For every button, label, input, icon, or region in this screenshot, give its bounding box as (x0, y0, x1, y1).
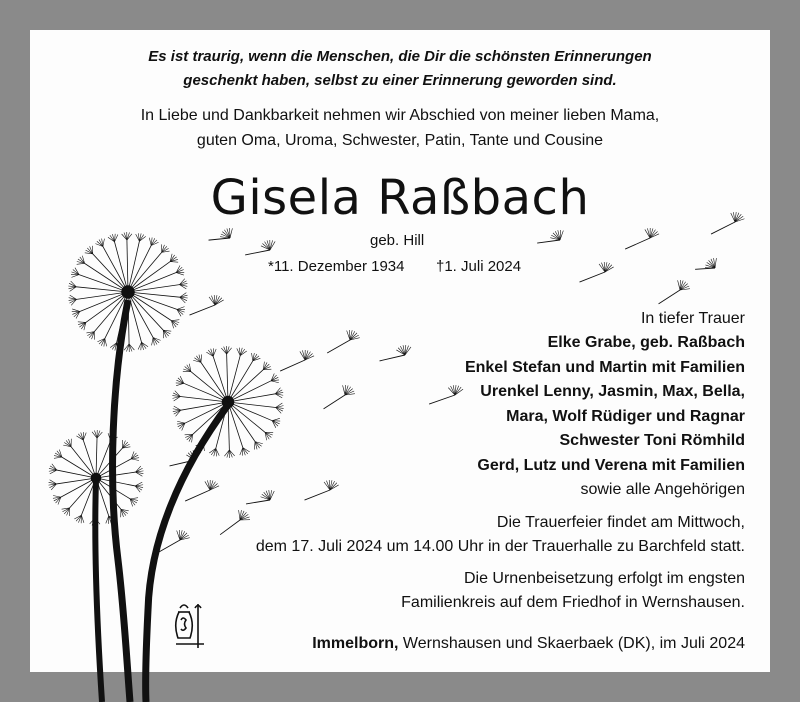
seed-pappus (270, 240, 273, 250)
dandelion-pappus (103, 239, 105, 247)
seed-pappus (302, 350, 305, 360)
dandelion-pappus (105, 339, 107, 347)
mourners-closing: sowie alle Angehörigen (580, 481, 745, 498)
dandelion-pappus (229, 450, 234, 456)
dandelion-filament (96, 441, 111, 478)
footer-location (312, 635, 745, 653)
dandelion-pappus (180, 297, 186, 303)
mourners-heading: In tiefer Trauer (640, 310, 745, 327)
dandelion-filament (80, 292, 128, 311)
floating-seed (305, 490, 330, 500)
floating-seed (659, 290, 680, 304)
dandelion-pappus (72, 275, 79, 278)
motto-line-1: Es ist traurig, wenn die Menschen, die Dir die schönsten Erinnerungen (148, 48, 652, 65)
footer-rest: Wernshausen und Skaerbaek (DK), im Juli 2024 (398, 635, 745, 652)
deceased-name: Gisela Raßbach (210, 170, 590, 226)
seed-pappus (715, 258, 716, 268)
mourner-line: Enkel Stefan und Martin mit Familien (464, 359, 745, 376)
dandelion-filament (191, 372, 228, 402)
dandelion-filament (70, 478, 96, 508)
floating-seed (220, 520, 240, 535)
mourner-line: Mara, Wolf Rüdiger und Ragnar (506, 408, 745, 425)
dandelion-filament (213, 356, 228, 402)
dandelion-pappus (129, 344, 132, 351)
seed-pappus (678, 280, 680, 290)
dandelion-pappus (252, 353, 253, 361)
dandelion-pappus (171, 320, 179, 321)
dandelion-pappus (152, 338, 154, 346)
dandelion-pappus (54, 457, 62, 458)
dandelion-pappus (221, 348, 226, 354)
dandelion-filament (128, 292, 129, 344)
seed-pappus (239, 510, 240, 520)
dandelion-pappus (130, 498, 138, 499)
dandelion-filament (128, 273, 176, 292)
dandelion-filament (128, 285, 179, 292)
dandelion-filament (127, 240, 128, 292)
dandelion-pappus (71, 281, 77, 287)
dandelion-stem (113, 300, 130, 702)
seed-pappus (645, 229, 650, 238)
dandelion-pappus (276, 407, 281, 413)
dandelion-pappus (97, 432, 102, 438)
dandelion-pappus (78, 322, 86, 323)
floating-seed (324, 395, 345, 409)
floating-seed (190, 305, 215, 315)
floating-seed (245, 250, 270, 255)
dandelion-pappus (151, 240, 157, 246)
seed-pappus (205, 481, 210, 490)
service-line-3: Die Urnenbeisetzung erfolgt im engsten (463, 570, 745, 587)
floating-seed (246, 500, 270, 504)
dandelion-filament (227, 354, 228, 402)
seed-pappus (270, 241, 275, 250)
dandelion-pappus (254, 442, 255, 450)
dandelion-pappus (176, 383, 184, 385)
service-line-2: dem 17. Juli 2024 um 14.00 Uhr in der Trauerhalle zu Barchfeld statt. (255, 538, 745, 555)
seed-pappus (324, 482, 330, 490)
dandelion-pappus (124, 233, 127, 240)
dandelion-pappus (74, 311, 80, 316)
dandelion-pappus (76, 515, 81, 521)
mourner-line: Gerd, Lutz und Verena mit Familien (477, 457, 745, 474)
seed-pappus (230, 228, 232, 238)
urn-symbol-icon (170, 598, 212, 654)
dandelion-pappus (170, 262, 178, 263)
intro-line-1: In Liebe und Dankbarkeit nehmen wir Abschied von meiner lieben Mama, (140, 107, 660, 124)
floating-seed (380, 355, 405, 361)
dandelion-pappus (77, 263, 85, 264)
maiden-name: geb. Hill (370, 232, 425, 249)
dandelion-pappus (99, 339, 105, 345)
dandelion-pappus (131, 459, 139, 461)
floating-seed (580, 272, 605, 282)
dandelion-pappus (179, 423, 185, 429)
dandelion-pappus (73, 269, 79, 274)
birth-date: *11. Dezember 1934 (268, 258, 405, 275)
seed-pappus (209, 297, 215, 305)
dandelion-pappus (177, 309, 183, 314)
floating-seed (327, 340, 350, 353)
floating-seed (625, 238, 650, 249)
seed-pappus (405, 347, 411, 355)
dandelion-filament (228, 402, 243, 448)
dandelion-pappus (176, 267, 182, 272)
dandelion-filament (96, 438, 97, 478)
service-line-4: Familienkreis auf dem Friedhof in Wernshausen. (401, 594, 745, 611)
dandelion-pappus (177, 421, 185, 423)
dandelion-pappus (122, 234, 127, 240)
dandelion-pappus (81, 515, 84, 523)
dandelion-pappus (53, 496, 61, 498)
dandelion-pappus (175, 391, 180, 397)
motto-line-2: geschenkt haben, selbst zu einer Erinnerung geworden sind. (183, 72, 617, 89)
dandelion-pappus (129, 344, 134, 350)
mourner-line: Schwester Toni Römhild (559, 432, 745, 449)
seed-pappus (343, 385, 345, 395)
dandelion-pappus (271, 375, 277, 381)
mourner-line: Urenkel Lenny, Jasmin, Max, Bella, (480, 383, 745, 400)
floating-seed (280, 360, 305, 371)
floating-seed (429, 395, 455, 404)
floating-seed (185, 490, 210, 501)
floating-seed (537, 240, 560, 243)
dandelion-filament (77, 292, 128, 299)
seed-pappus (300, 351, 305, 360)
dandelion-pappus (201, 354, 202, 362)
dandelion-pappus (176, 273, 184, 275)
death-date: †1. Juli 2024 (436, 258, 522, 275)
dandelion-pappus (72, 309, 80, 311)
seed-pappus (207, 480, 210, 490)
intro-line-2: guten Oma, Uroma, Schwester, Patin, Tante und Cousine (196, 132, 604, 149)
dandelion-filament (128, 241, 139, 292)
seed-pappus (647, 228, 650, 238)
floating-seed (209, 238, 230, 240)
dandelion-filament (128, 262, 170, 292)
dandelion-filament (83, 440, 96, 478)
dandelion-pappus (178, 378, 184, 383)
dandelion-filament (228, 356, 240, 402)
dandelion-stem (95, 480, 102, 702)
dandelion-pappus (177, 307, 184, 310)
dandelion-filament (228, 402, 265, 432)
dandelion-pappus (149, 238, 151, 246)
seed-pappus (599, 264, 605, 272)
footer-place: Immelborn, (312, 635, 399, 652)
mourner-line: Elke Grabe, geb. Raßbach (547, 334, 745, 351)
dandelion-pappus (271, 381, 279, 383)
service-line-1: Die Trauerfeier findet am Mittwoch, (496, 514, 745, 531)
dandelion-pappus (272, 421, 278, 426)
dandelion-pappus (272, 418, 280, 420)
